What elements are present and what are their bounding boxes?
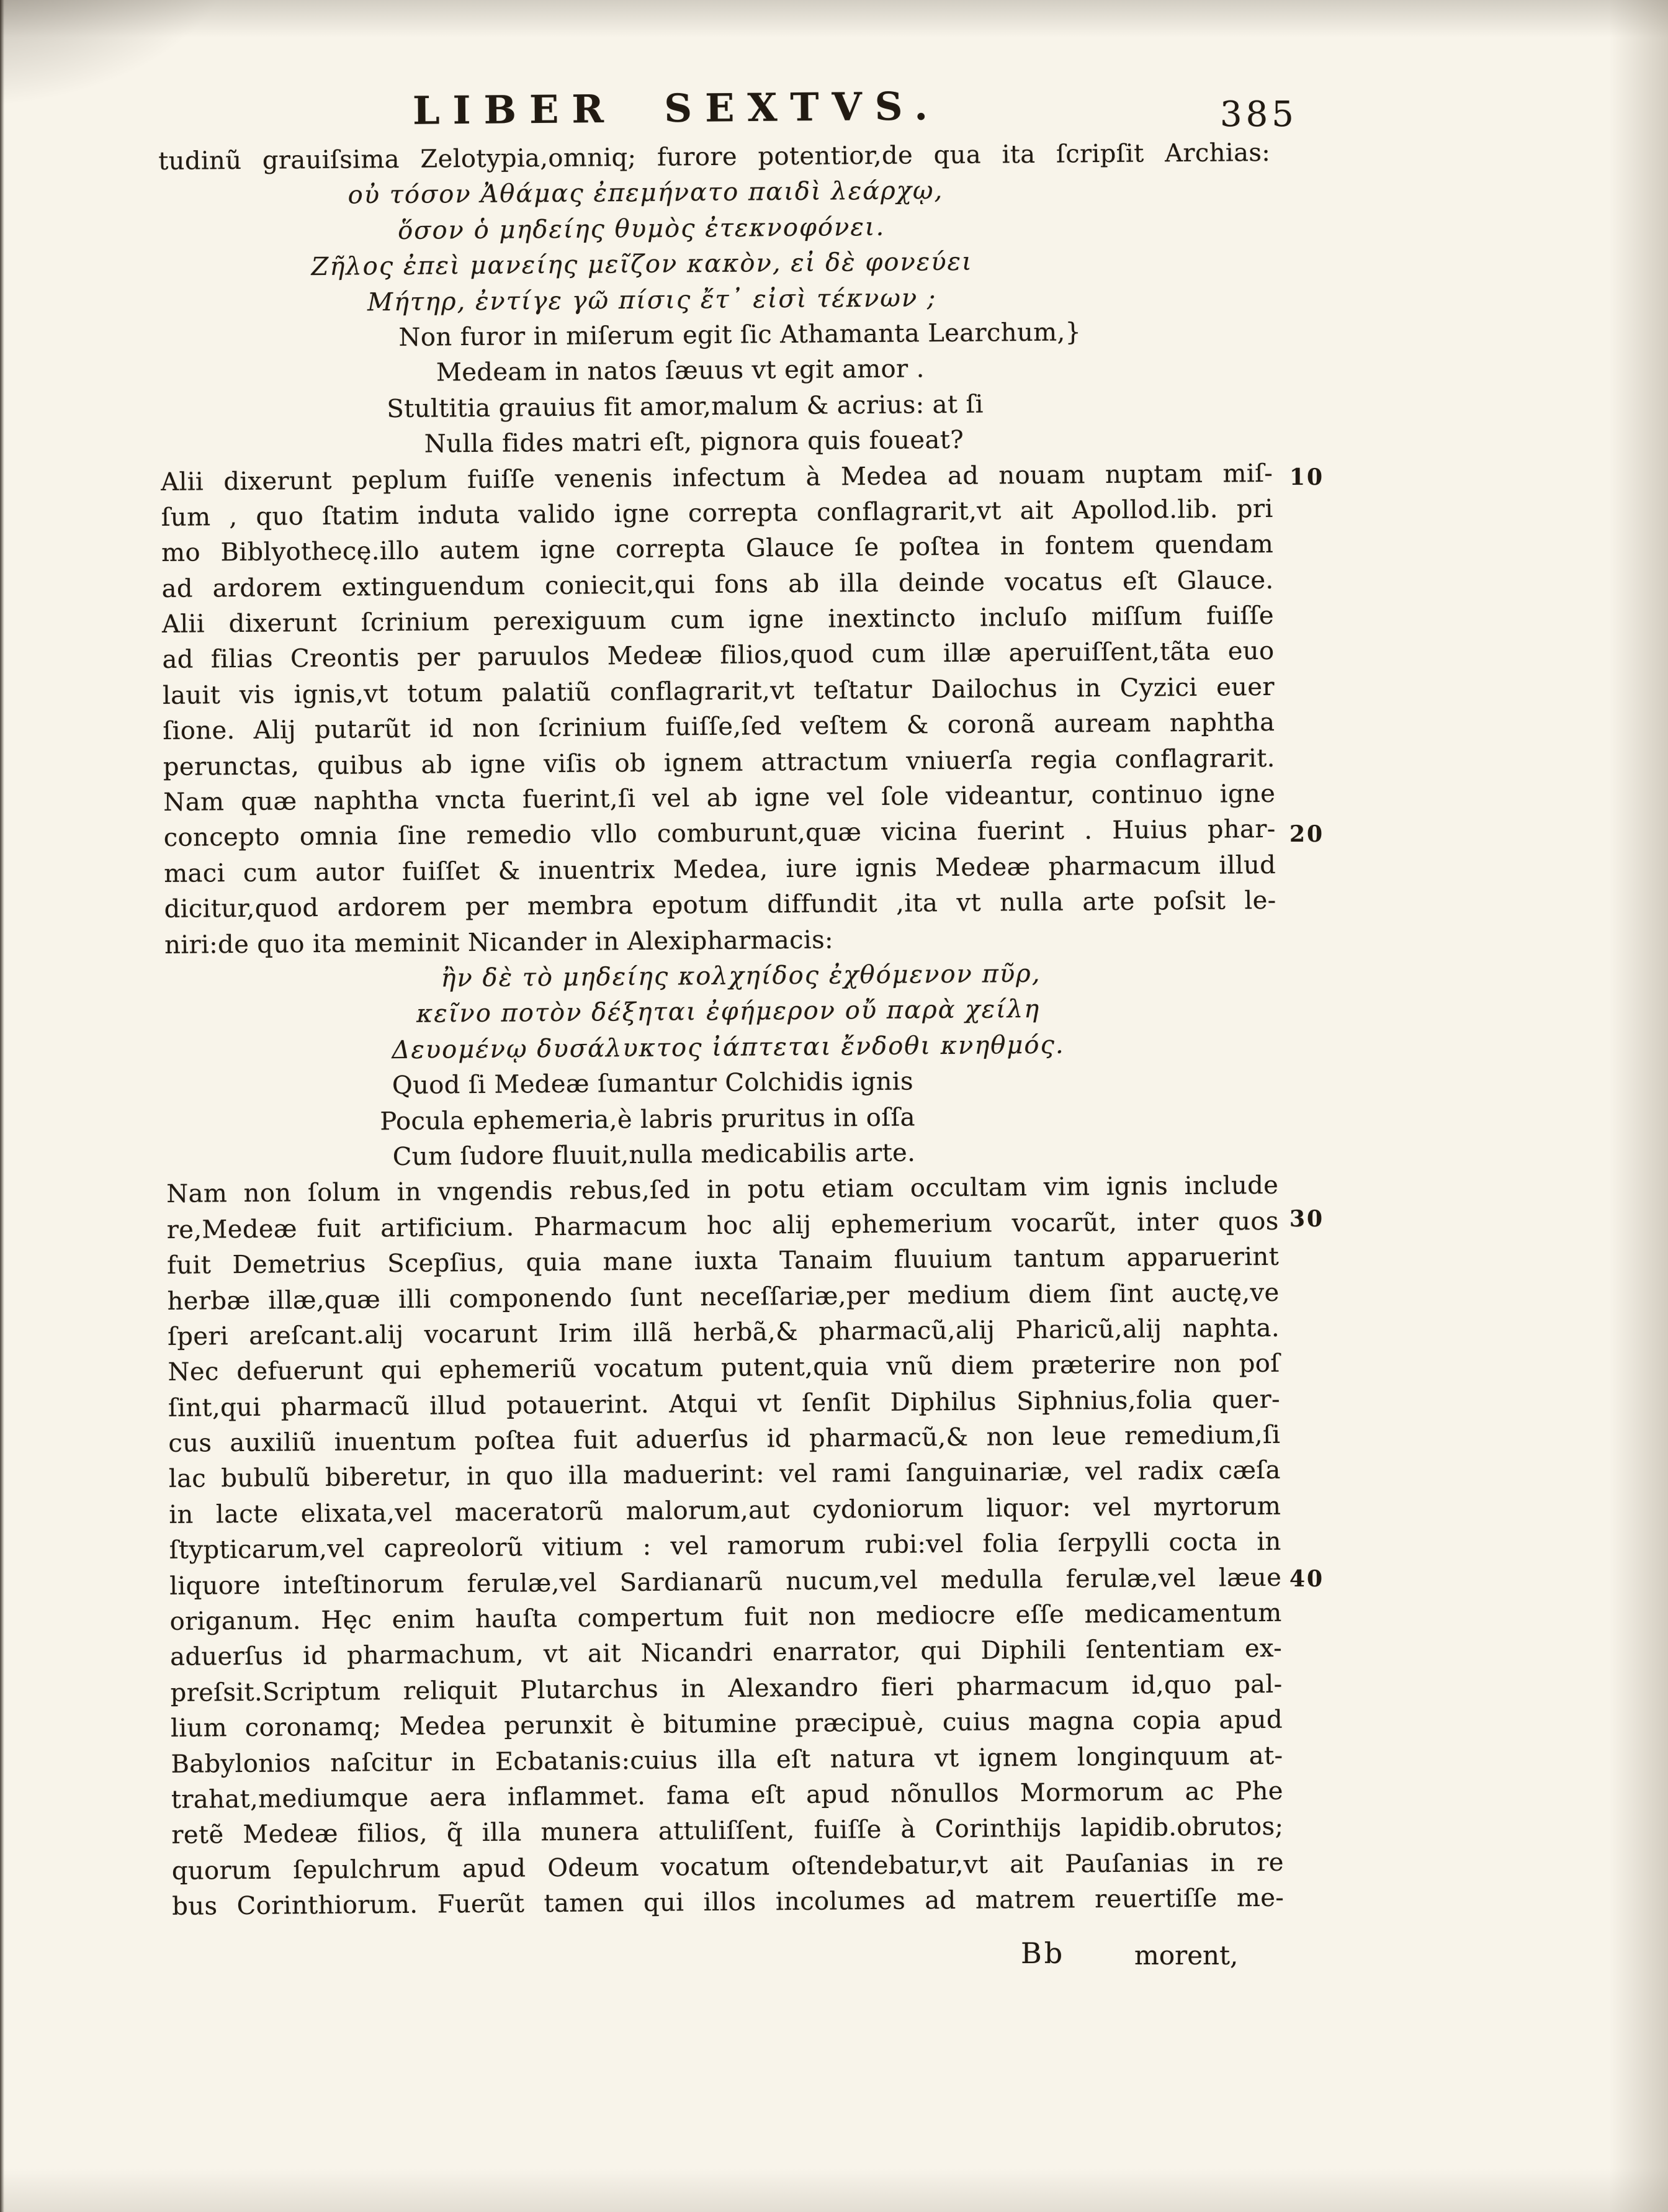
- latin-poem-nicander: [166, 1061, 1278, 1177]
- paragraph-line: ſum , quo ſtatim induta valido igne correpta conflagrarit,vt ait Apollod.lib. pri: [161, 494, 1273, 532]
- paragraph-line: retẽ Medeæ filios, q̃ illa munera attuliſſent, fuiſſe à Corinthijs lapidib.obrutos;: [171, 1812, 1284, 1850]
- paragraph-line: Nec defuerunt qui ephemeriũ vocatum putent,quia vnũ diem præterire non poſ: [168, 1349, 1280, 1387]
- greek-verse-line: οὐ τόσον Ἀθάμας ἐπεμήνατο παιδὶ λεάρχῳ,: [348, 176, 944, 210]
- greek-verse-line: κεῖνο ποτὸν δέξηται ἐφήμερον οὔ παρὰ χείλη: [416, 995, 1041, 1029]
- paragraph-1: [161, 456, 1276, 963]
- paragraph-line: re,Medeæ fuit artificium. Pharmacum hoc alij ephemerium vocarũt, inter quos: [166, 1207, 1279, 1244]
- paragraph-line: ad filias Creontis per paruulos Medeæ filios,quod cum illæ aperuiſſent,tãta euo: [162, 637, 1275, 675]
- paragraph-line: herbæ illæ,quæ illi componendo ſunt neceſſariæ,per medium diem ſint auctę,ve: [167, 1278, 1280, 1316]
- latin-verse-line: Medeam in natos ſæuus vt egit amor .: [436, 354, 925, 387]
- greek-verse-line: Δευομένῳ δυσάλυκτος ἰάπτεται ἔνδοθι κνηθμός.: [392, 1030, 1065, 1064]
- paragraph-line: dicitur,quod ardorem per membra epotum diffundit ,ita vt nulla arte poſsit le-: [164, 886, 1276, 924]
- catchword: morent,: [1134, 1940, 1239, 1971]
- paragraph-line: lac bubulũ biberetur, in quo illa maduerint: vel rami ſanguinariæ, vel radix cæſa: [168, 1456, 1281, 1494]
- paragraph-line: Nam quæ naphtha vncta fuerint,ſi vel ab igne vel ſole videantur, continuo igne: [163, 779, 1276, 817]
- running-title: LIBER SEXTVS.: [412, 83, 941, 133]
- paragraph-line: cus auxiliũ inuentum poſtea fuit aduerſus id pharmacũ,& non leue remedium,ſi: [168, 1420, 1281, 1458]
- greek-verse-line: Ζῆλος ἐπεὶ μανείης μεῖζον κακὸν, εἰ δὲ φονεύει: [311, 247, 973, 282]
- paragraph-line: ſtypticarum,vel capreolorũ vitium : vel ramorum rubi:vel folia ſerpylli cocta in: [169, 1527, 1281, 1565]
- text-block: [158, 135, 1284, 1925]
- paragraph-line: aduerſus id pharmachum, vt ait Nicandri enarrator, qui Diphili ſententiam ex-: [169, 1634, 1283, 1672]
- paragraph-line: mo Biblyothecę.illo autem igne correpta Glauce ſe poſtea in fontem quendam: [161, 530, 1274, 568]
- opening-paragraph-line: tudinũ grauiſsima Zelotypia,omniq; furore potentior,de qua ita ſcripſit Archias:: [158, 138, 1271, 176]
- paragraph-line: ſione. Alij putarũt id non ſcrinium fuiſſe,ſed veſtem & coronã auream naphtha: [163, 708, 1275, 746]
- paragraph-line: ſint,qui pharmacũ illud potauerint. Atqui vt ſenſit Diphilus Siphnius,folia quer-: [168, 1385, 1281, 1423]
- paragraph-line: Nam non ſolum in vngendis rebus,ſed in potu etiam occultam vim ignis include: [166, 1171, 1279, 1209]
- paragraph-line: ad ardorem extinguendum coniecit,qui fons ab illa deinde vocatus eſt Glauce.: [161, 565, 1274, 603]
- paragraph-line: lauit vis ignis,vt totum palatiũ conflagrarit,vt teſtatur Dailochus in Cyzici euer: [162, 672, 1275, 710]
- line-number-20: 20: [1289, 821, 1325, 847]
- line-number-10: 10: [1289, 464, 1325, 490]
- latin-poem-archias: [159, 313, 1273, 465]
- paragraph-line: Alii dixerunt ſcrinium perexiguum cum igne inextincto incluſo miſſum fuiſſe: [161, 601, 1275, 639]
- paragraph-line: lium coronamq; Medea perunxit è bitumine præcipuè, cuius magna copia apud: [170, 1706, 1283, 1743]
- paragraph-line: concepto omnia ſine remedio vllo comburunt,quæ vicina fuerint . Huius phar-: [163, 815, 1276, 853]
- line-number-30: 30: [1289, 1206, 1325, 1232]
- paragraph-line: preſsit.Scriptum reliquit Plutarchus in Alexandro fieri pharmacum id,quo pal-: [170, 1670, 1283, 1707]
- latin-verse-line: Nulla fides matri eſt, pignora quis foueat?: [424, 425, 964, 459]
- paragraph-line: Alii dixerunt peplum fuiſſe venenis infectum à Medea ad nouam nuptam miſ-: [161, 459, 1273, 497]
- latin-verse-line: Quod ſi Medeæ ſumantur Colchidis ignis: [392, 1067, 914, 1100]
- greek-verse-line: ὅσον ὁ μηδείης θυμὸς ἐτεκνοφόνει.: [397, 212, 886, 245]
- paragraph-line: in lacte elixata,vel maceratorũ malorum,aut cydoniorum liquor: vel myrtorum: [169, 1491, 1281, 1529]
- paragraph-2: [166, 1168, 1284, 1925]
- greek-poem-archias: [158, 171, 1271, 322]
- paragraph-line: maci cum autor fuiſſet & inuentrix Medea, iure ignis Medeæ pharmacum illud: [164, 850, 1276, 888]
- paragraph-line: origanum. Hęc enim hauſta compertum fuit non mediocre eſſe medicamentum: [169, 1598, 1282, 1636]
- paragraph-line: fuit Demetrius Scepſius, quia mane iuxta Tanaim fluuium tantum apparuerint: [167, 1242, 1280, 1280]
- page-number: 385: [1220, 94, 1298, 135]
- paragraph-line: trahat,mediumque aera inflammet. fama eſt apud nõnullos Mormorum ac Phe: [171, 1776, 1284, 1814]
- greek-verse-line: ἢν δὲ τὸ μηδείης κολχηίδος ἐχθόμενον πῦρ,: [441, 959, 1041, 993]
- latin-verse-line: Stultitia grauius fit amor,malum & acrius: at ſi: [387, 390, 984, 423]
- greek-verse-line: Μήτηρ, ἐντίγε γῶ πίσις ἔτ᾽ εἰσὶ τέκνων ;: [367, 283, 937, 317]
- latin-verse-line: Cum ſudore fluuit,nulla medicabilis arte.: [392, 1138, 916, 1172]
- paragraph-line: liquore inteſtinorum ferulæ,vel Sardianarũ nucum,vel medulla ferulæ,vel læue: [169, 1563, 1282, 1601]
- gathering-signature: Bb: [1021, 1936, 1065, 1970]
- paragraph-line: perunctas, quibus ab igne viſis ob ignem attractum vniuerſa regia conflagrarit.: [163, 744, 1276, 781]
- latin-verse-line: Non furor in miſerum egit ſic Athamanta Learchum,}: [398, 318, 1082, 352]
- paragraph-line: ſperi areſcant.alij vocarunt Irim illã herbã,& pharmacũ,alij Pharicũ,alij naphta.: [167, 1313, 1280, 1351]
- greek-poem-nicander: [164, 955, 1277, 1070]
- paragraph-line: bus Corinthiorum. Fuerũt tamen qui illos incolumes ad matrem reuertiſſe me-: [172, 1883, 1285, 1922]
- line-number-40: 40: [1289, 1566, 1325, 1592]
- latin-verse-line: Pocula ephemeria,è labris pruritus in oſſa: [380, 1103, 916, 1136]
- paragraph-line: niri:de quo ita meminit Nicander in Alexipharmacis:: [164, 925, 834, 960]
- paragraph-line: quorum ſepulchrum apud Odeum vocatum oſtendebatur,vt ait Pauſanias in re: [171, 1848, 1284, 1886]
- paragraph-line: Babylonios naſcitur in Ecbatanis:cuius illa eſt natura vt ignem longinquum at-: [171, 1741, 1283, 1779]
